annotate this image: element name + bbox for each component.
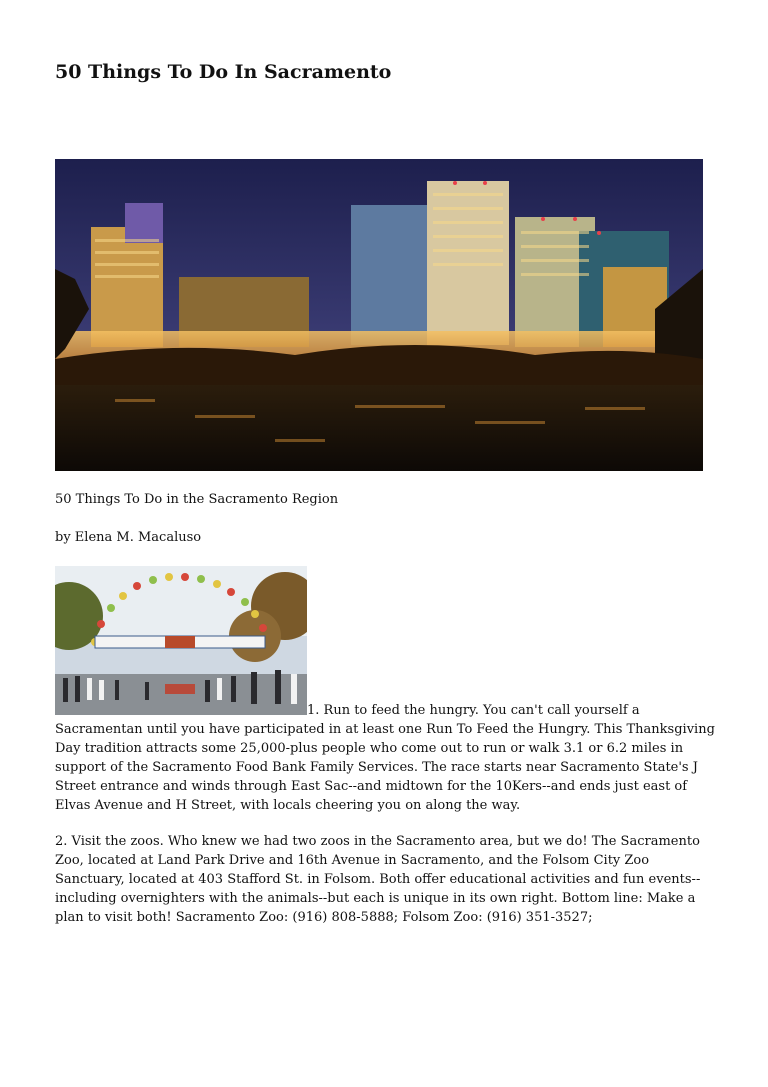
- skyline-photo: [55, 159, 703, 471]
- page-title: 50 Things To Do In Sacramento: [55, 61, 392, 83]
- list-item-1: 1. Run to feed the hungry. You can't call yourself a Sacramentan until you have participated in at least one Run To Feed the Hungry. This Thanksgiving Day tradition attracts some 25,000-plus people who come out to run or walk 3.1 or 6.2 miles in support of the Sacramento Food Bank Family Services. The race starts near Sacramento State's J Street entrance and winds through East Sac--and midtown for the 10Kers--and ends just east of Elvas Avenue and H Street, with locals cheering you on along the way.: [55, 703, 715, 813]
- article-subtitle: 50 Things To Do in the Sacramento Region: [55, 492, 339, 507]
- race-illustration: [55, 566, 307, 715]
- list-item-2: 2. Visit the zoos. Who knew we had two zoos in the Sacramento area, but we do! The Sacramento Zoo, located at Land Park Drive and 16th Avenue in Sacramento, and the Folsom City Zoo Sanctuary, located at 403 Stafford St. in Folsom. Both offer educational activities and fun events--including overnighters with the animals--but each is unique in its own right. Bottom line: Make a plan to visit both! Sacramento Zoo: (916) 808-5888; Folsom Zoo: (916) 351-3527;: [55, 834, 701, 925]
- byline: by Elena M. Macaluso: [55, 530, 202, 545]
- skyline-illustration: [55, 159, 703, 471]
- run-to-feed-photo: [55, 566, 307, 715]
